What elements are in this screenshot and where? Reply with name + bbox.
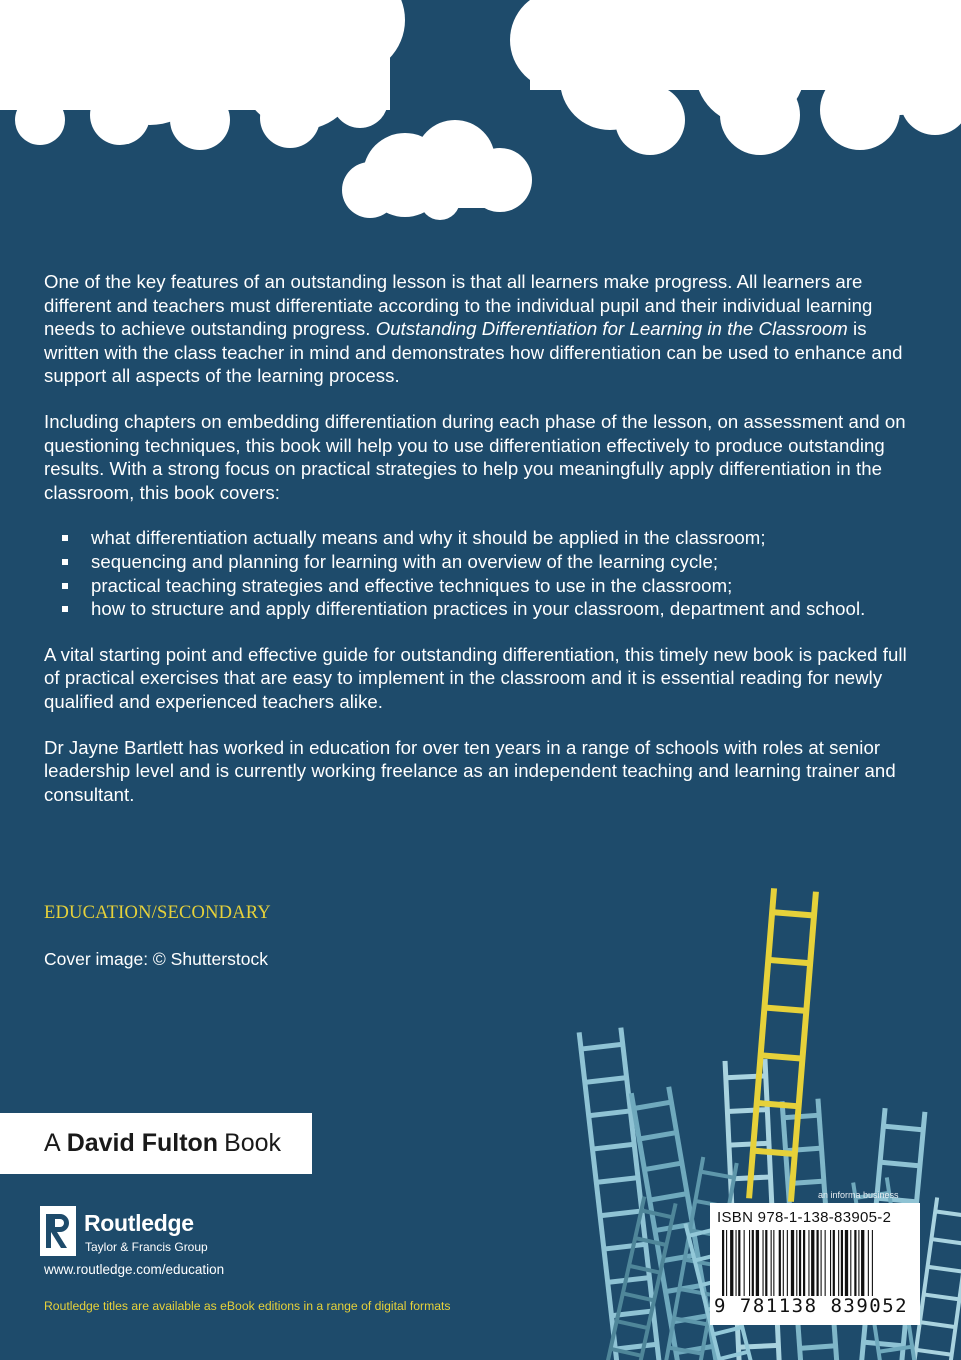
clouds-illustration [0, 0, 961, 240]
publisher-url: www.routledge.com/education [44, 1262, 225, 1277]
author-name: Dr Jayne Bartlett [44, 736, 184, 758]
description-paragraph-2: Including chapters on embedding differentiation during each phase of the lesson, on assessment and on questioning techniques, this book will help you to use differentiation effectively to produce outstanding results. With a strong focus on practical strategies to help you meaningfully apply differentiation in the classroom, this book covers: [44, 410, 906, 503]
author-bio: Dr Jayne Bartlett has worked in education for over ten years in a range of schools with roles at senior leadership level and is currently working freelance as an independent teaching and learning trainer and consultant. [44, 736, 896, 805]
list-item: practical teaching strategies and effective techniques to use in the classroom; [44, 574, 924, 598]
subject-category: EDUCATION/SECONDARY [44, 903, 271, 923]
imprint-prefix: A [44, 1129, 61, 1157]
description-paragraph-3: A vital starting point and effective guide for outstanding differentiation, this timely new book is packed full of practical exercises that are easy to implement in the classroom and it is essential reading for newly qualified and experienced teachers alike. [44, 643, 907, 712]
book-title-italic: Outstanding Differentiation for Learning in the Classroom [375, 318, 848, 340]
cover-image-credit: Cover image: © Shutterstock [44, 949, 268, 969]
barcode-bars [722, 1230, 912, 1296]
routledge-logo-icon [40, 1206, 76, 1256]
publisher-group: Taylor & Francis Group [85, 1240, 208, 1254]
imprint-name: David Fulton [66, 1129, 219, 1157]
barcode [710, 1203, 920, 1325]
informa-tagline: an informa business [818, 1190, 899, 1200]
ebook-note: Routledge titles are available as eBook editions in a range of digital formats [44, 1299, 451, 1313]
covers-list [44, 526, 924, 620]
imprint-banner [0, 1113, 312, 1174]
list-item: what differentiation actually means and why it should be applied in the classroom; [44, 526, 924, 550]
imprint-suffix: Book [224, 1129, 282, 1157]
list-item: sequencing and planning for learning with an overview of the learning cycle; [44, 550, 924, 574]
publisher-name: Routledge [84, 1210, 194, 1236]
isbn-label: ISBN 978-1-138-83905-2 [717, 1209, 892, 1226]
isbn-digits-text: 9 781138 839052 [714, 1295, 909, 1317]
description-paragraph-1: One of the key features of an outstanding lesson is that all learners make progress. All learners are different and teachers must differentiate according to the individual pupil and their individual learning needs to achieve outstanding progress. Outstanding Differentiation for Learning in the Classroom is written with the class teacher in mind and demonstrates how differentiation can be used to enhance and support all aspects of the learning process. [44, 271, 903, 387]
list-item: how to structure and apply differentiation practices in your classroom, department and school. [44, 597, 924, 621]
back-cover-description [44, 270, 924, 828]
